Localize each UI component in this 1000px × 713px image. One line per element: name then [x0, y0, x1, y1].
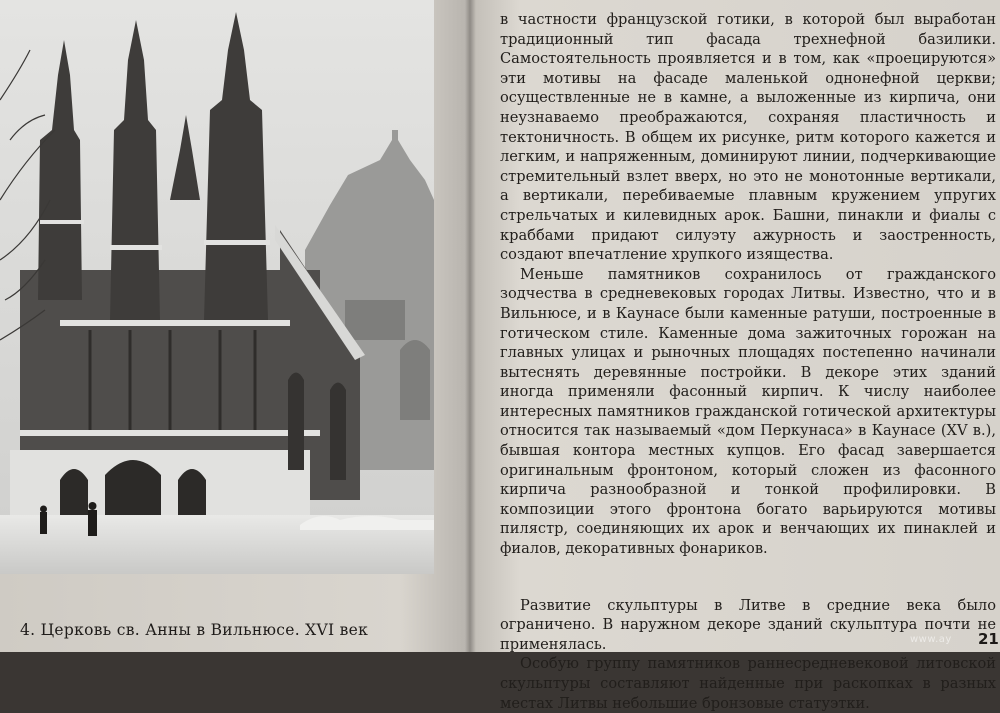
left-page	[0, 0, 468, 652]
section-break	[500, 559, 996, 596]
watermark: www.ay	[910, 634, 952, 645]
right-page	[500, 0, 996, 712]
paragraph: Особую группу памятников раннесредневековой литовской скульптуры составляют найденные при раскопках в разных местах Литвы небольшие бронзовые статуэтки.	[500, 655, 996, 712]
page-number: 21	[978, 630, 999, 648]
church-photo	[0, 0, 434, 574]
paragraph: в частности французской готики, в которой был выработан традиционный тип фасада трехнефной базилики. Самостоятельность проявляется и в том, как «проецируются» эти мотивы на фасаде маленькой однонефной церкви; осуществленные не в камне, а выложенные из кирпича, они неузнаваемо преображаются, сохраняя пластичность и тектоничность. В общем их рисунке, ритм которого кажется и легким, и напряженным, доминируют линии, подчеркивающие стремительный взлет вверх, но это не монотонные вертикали, а вертикали, перебиваемые плавным кружением упругих стрельчатых и килевидных арок. Башни, пинакли и фиалы с краббами придают силуэту ажурность и заостренность, создают впечатление хрупкого изящества.	[500, 11, 996, 264]
paragraph: Меньше памятников сохранилось от гражданского зодчества в средневековых городах Литвы. Известно, что и в Вильнюсе, и в Каунасе были каменные ратуши, построенные в готическом стиле. Каменные дома зажиточных горожан на главных улицах и рыночных площадях постепенно начинали вытеснять деревянные постройки. В декоре этих зданий иногда применяли фасонный кирпич. К числу наиболее интересных памятников гражданской готической архитектуры относится так называемый «дом Перкунаса» в Каунасе (XV в.), бывшая контора местных купцов. Его фасад завершается оригинальным фронтоном, который сложен из фасонного кирпича разнообразной и тонкой профилировки. В композиции этого фронтона богато варьируются мотивы пилястр, соединяющих их арок и венчающих их пинаклей и фиалов, декоративных фонариков.	[500, 265, 996, 558]
paragraph: Развитие скульптуры в Литве в средние века было ограничено. В наружном декоре зданий скульптура почти не применялась.	[500, 596, 996, 653]
figure-caption: 4. Церковь св. Анны в Вильнюсе. XVI век	[20, 621, 369, 639]
body-text	[500, 10, 996, 713]
